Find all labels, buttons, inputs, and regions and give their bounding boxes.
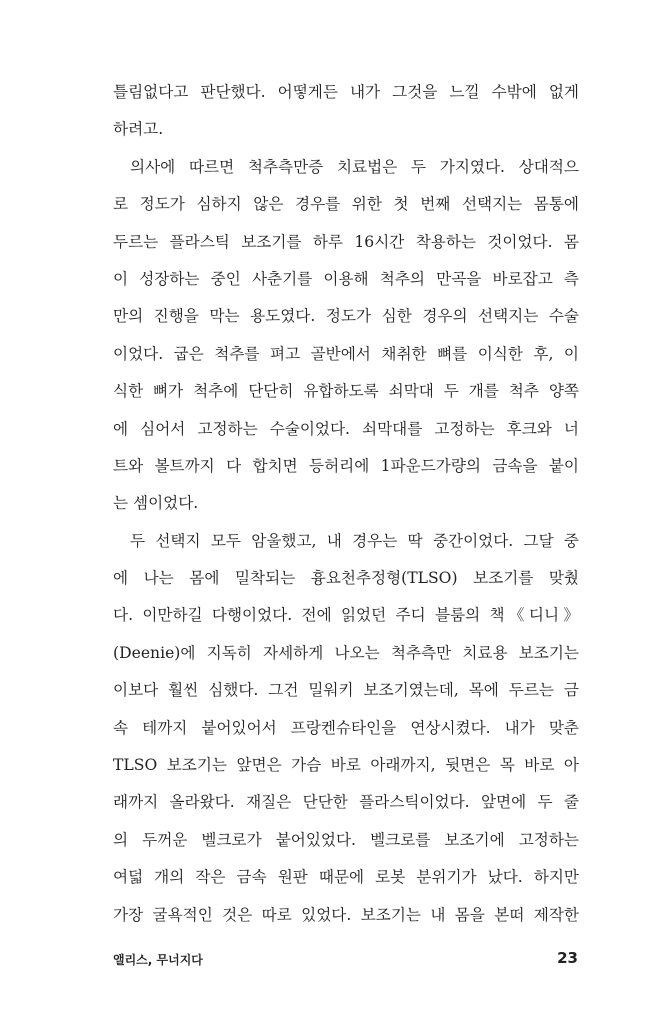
text-line: 두르는 플라스틱 보조기를 하루 16시간 착용하는 것이었다. 몸 — [113, 232, 579, 251]
text-line: 로 정도가 심하지 않은 경우를 위한 첫 번째 선택지는 몸통에 — [113, 195, 579, 214]
text-line: 에 나는 몸에 밀착되는 흉요천추정형(TLSO) 보조기를 맞췄 — [113, 569, 579, 588]
page-number: 23 — [557, 949, 578, 967]
text-line: 식한 뼈가 척추에 단단히 유합하도록 쇠막대 두 개를 척추 양쪽 — [113, 382, 579, 401]
text-line: 다. 이만하길 다행이었다. 전에 읽었던 주디 블룸의 책《디니》 — [113, 606, 579, 625]
text-line: 하려고. — [113, 120, 164, 139]
text-line: TLSO 보조기는 앞면은 가슴 바로 아래까지, 뒷면은 목 바로 아 — [113, 756, 579, 775]
text-line: (Deenie)에 지독히 자세하게 나오는 척추측만 치료용 보조기는 — [113, 643, 579, 662]
text-line: 두 선택지 모두 암울했고, 내 경우는 딱 중간이었다. 그달 중 — [130, 531, 579, 550]
text-line: 는 셈이었다. — [113, 494, 199, 513]
text-line: 이었다. 굽은 척추를 펴고 골반에서 채취한 뼈를 이식한 후, 이 — [113, 344, 579, 363]
text-line: 속 테까지 붙어있어서 프랑켄슈타인을 연상시켰다. 내가 맞춘 — [113, 718, 579, 737]
text-line: 에 심어서 고정하는 수술이었다. 쇠막대를 고정하는 후크와 너 — [113, 419, 579, 438]
body-text — [113, 74, 579, 934]
text-line: 틀림없다고 판단했다. 어떻게든 내가 그것을 느낄 수밖에 없게 — [113, 83, 579, 101]
text-line: 가장 굴욕적인 것은 따로 있었다. 보조기는 내 몸을 본떠 제작한 — [113, 905, 579, 924]
running-footer-title: 앨리스, 무너지다 — [113, 953, 203, 967]
text-line: 이 성장하는 중인 사춘기를 이용해 척추의 만곡을 바로잡고 측 — [113, 269, 579, 288]
text-line: 의 두꺼운 벨크로가 붙어있었다. 벨크로를 보조기에 고정하는 — [113, 830, 579, 849]
text-line: 이보다 훨씬 심했다. 그건 밀워키 보조기였는데, 목에 두르는 금 — [113, 681, 579, 700]
text-line: 의사에 따르면 척추측만증 치료법은 두 가지였다. 상대적으 — [130, 157, 579, 176]
text-line: 만의 진행을 막는 용도였다. 정도가 심한 경우의 선택지는 수술 — [113, 307, 579, 326]
text-line: 트와 볼트까지 다 합치면 등허리에 1파운드가량의 금속을 붙이 — [113, 456, 579, 475]
text-line: 래까지 올라왔다. 재질은 단단한 플라스틱이었다. 앞면에 두 줄 — [113, 793, 579, 812]
text-line: 여덟 개의 작은 금속 원판 때문에 로봇 분위기가 났다. 하지만 — [113, 868, 579, 887]
